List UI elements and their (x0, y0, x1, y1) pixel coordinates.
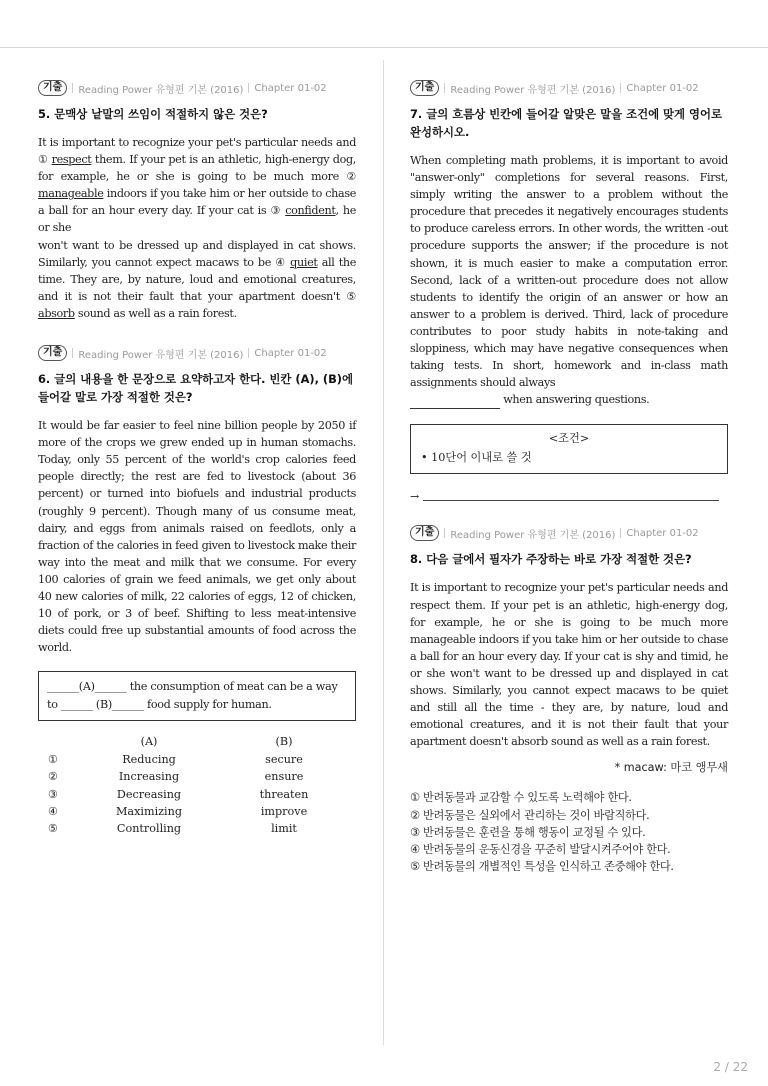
option-row[interactable] (38, 751, 356, 768)
answer-underline (423, 500, 719, 501)
source-label: Reading Power 유형편 기본 (2016) (450, 84, 616, 96)
question-5-title: 5. 문맥상 낱말의 쓰임이 적절하지 않은 것은? (38, 107, 268, 121)
underlined-word: manageable (38, 187, 104, 201)
answer-options (38, 733, 356, 837)
q8-tagline (410, 523, 728, 543)
page-number: 2 / 22 (713, 1060, 748, 1074)
option-number: ① (48, 752, 59, 766)
source-label: Reading Power 유형편 기본 (2016) (78, 349, 244, 361)
option-number: ⑤ (48, 822, 59, 836)
choice-item[interactable]: ⑤ 반려동물의 개별적인 특성을 인식하고 존중해야 한다. (410, 860, 674, 874)
option-number: ④ (48, 804, 59, 818)
option-a: Reducing (122, 752, 176, 766)
choice-item[interactable]: ② 반려동물은 실외에서 관리하는 것이 바람직하다. (410, 808, 650, 822)
summary-line: to ______ (B)______ food supply for human. (47, 698, 272, 712)
summary-line: ______(A)______ the consumption of meat can be a way (47, 680, 338, 694)
option-a: Decreasing (116, 787, 182, 801)
source-label: Reading Power 유형편 기본 (2016) (78, 84, 244, 96)
answer-blank[interactable] (410, 391, 500, 409)
separator (444, 83, 445, 93)
column-a-header: (A) (140, 735, 158, 749)
left-column (38, 78, 356, 838)
text-run: indoors if you take him or her outside to chase a ball for an hour every day. If your cat is (38, 187, 356, 218)
circled-number: ① (38, 153, 49, 167)
option-a: Controlling (116, 822, 182, 836)
underlined-word: quiet (290, 255, 318, 269)
option-row[interactable] (38, 768, 356, 785)
option-b: secure (265, 752, 303, 766)
separator (444, 528, 445, 538)
separator (248, 83, 249, 93)
column-b-header: (B) (275, 735, 293, 749)
underlined-word: respect (51, 153, 92, 167)
circled-number: ③ (270, 204, 282, 218)
text-run: all the time. They are, by nature, loud and emotional creatures, and it is not their fault that your apartment doesn't (38, 255, 356, 303)
chapter-label: Chapter 01-02 (254, 347, 327, 359)
choice-item[interactable]: ④ 반려동물의 운동신경을 꾸준히 발달시켜주어야 한다. (410, 842, 671, 856)
options-header (38, 733, 356, 750)
chapter-label: Chapter 01-02 (626, 527, 699, 539)
question-8-passage: It is important to recognize your pet's particular needs and respect them. If your pet is an athletic, high-energy dog, for example, he or she is going to be much more manageable indoors if you take him or her outside to chase a ball for an hour every day. If your cat is shy and timid, he or she won't want to be dressed up and displayed in cat shows. Similarly, you cannot expect macaws to be quiet and still all the time - they are, by nature, loud and emotional creatures, and it is not their fault that your apartment doesn't absorb sound as well as a rain forest. (410, 581, 728, 749)
text-run: them. If your pet is an athletic, high-energy dog, for example, he or she is going to be much more (38, 153, 356, 184)
separator (72, 83, 73, 93)
q6-tagline (38, 343, 356, 363)
question-6-title: 6. 글의 내용을 한 문장으로 요약하고자 한다. 빈칸 (A), (B)에 들어갈 말로 가장 적절한 것은? (38, 372, 353, 405)
separator (248, 348, 249, 358)
underlined-word: confident (285, 204, 336, 218)
question-5-passage (38, 134, 356, 322)
option-b: improve (260, 804, 308, 818)
option-number: ③ (48, 787, 59, 801)
choice-item[interactable]: ③ 반려동물은 훈련을 통해 행동이 교정될 수 있다. (410, 825, 646, 839)
option-a: Maximizing (115, 804, 183, 818)
text-run: sound as well as a rain forest. (74, 306, 237, 320)
option-b: limit (271, 822, 297, 836)
column-divider (383, 60, 384, 1045)
right-column (410, 78, 728, 875)
summary-box (38, 671, 356, 721)
condition-title: <조건> (548, 432, 590, 446)
q7-tagline (410, 78, 728, 98)
question-7-title: 7. 글의 흐름상 빈칸에 들어갈 알맞은 말을 조건에 맞게 영어로 완성하시오. (410, 107, 723, 139)
exam-badge: 기출 (410, 525, 439, 541)
separator (72, 348, 73, 358)
answer-line[interactable] (410, 490, 728, 503)
circled-number: ⑤ (346, 289, 356, 303)
option-a: Increasing (118, 770, 180, 784)
question-6-passage: It would be far easier to feel nine billion people by 2050 if more of the crops we grew ended up in human stomachs. Today, only 55 percent of the world's crop calories feed people directly; the rest are fed to livestock (about 36 percent) or turned into biofuels and industrial products (roughly 9 percent). Though many of us consume meat, dairy, and eggs from animals raised on feedlots, only a fraction of the calories in feed given to livestock make their way into the meat and milk that we consume. For every 100 calories of grain we feed animals, we get only about 40 new calories of milk, 22 calories of eggs, 12 of chicken, 10 of pork, or 3 of beef. Shifting to less meat-intensive diets could free up substantial amounts of food across the world. (38, 419, 356, 655)
arrow-icon: → (410, 490, 420, 504)
header-rule (0, 47, 768, 48)
circled-number: ② (346, 170, 356, 184)
text-run: , he or she (38, 204, 356, 235)
separator (620, 528, 621, 538)
chapter-label: Chapter 01-02 (254, 82, 327, 94)
text-run: when answering questions. (500, 393, 650, 407)
option-b: ensure (264, 770, 304, 784)
question-8-title: 8. 다음 글에서 필자가 주장하는 바로 가장 적절한 것은? (410, 552, 692, 567)
question-7-passage (410, 152, 728, 409)
text-run: When completing math problems, it is important to avoid "answer-only" completions for several reasons. First, simply writing the answer to a problem without the procedure that precedes it negatively encourages students to produce careless errors. In other words, the written -out procedure supports the answer; if the procedure is not shown, it is much easier to make a computation error. Second, lack of a written-out procedure does not allow students to identify the origin of an answer or how an answer to a problem is derived. Third, lack of procedure contributes to poor study habits in note-taking and sloppiness, which may have negative consequences when taking tests. In short, homework and in-class math assignments should always (410, 154, 728, 390)
separator (620, 83, 621, 93)
option-row[interactable] (38, 803, 356, 820)
option-number: ② (48, 770, 59, 784)
exam-badge: 기출 (38, 80, 67, 96)
footnote: * macaw: 마코 앵무새 (614, 761, 728, 775)
text-run: It is important to recognize your pet's particular needs and (38, 136, 356, 149)
answer-choices (410, 789, 728, 875)
option-row[interactable] (38, 786, 356, 803)
choice-item[interactable]: ① 반려동물과 교감할 수 있도록 노력해야 한다. (410, 791, 632, 805)
chapter-label: Chapter 01-02 (626, 82, 699, 94)
condition-item: • 10단어 이내로 쓸 것 (421, 451, 532, 465)
exam-badge: 기출 (38, 345, 67, 361)
condition-box (410, 424, 728, 474)
text-run: won't want to be dressed up and displayed in cat shows. Similarly, you cannot expect macaws to be (38, 238, 356, 269)
option-b: threaten (259, 787, 309, 801)
option-row[interactable] (38, 820, 356, 837)
underlined-word: absorb (38, 306, 75, 320)
q5-tagline (38, 78, 356, 98)
exam-badge: 기출 (410, 80, 439, 96)
circled-number: ④ (275, 255, 286, 269)
source-label: Reading Power 유형편 기본 (2016) (450, 529, 616, 541)
